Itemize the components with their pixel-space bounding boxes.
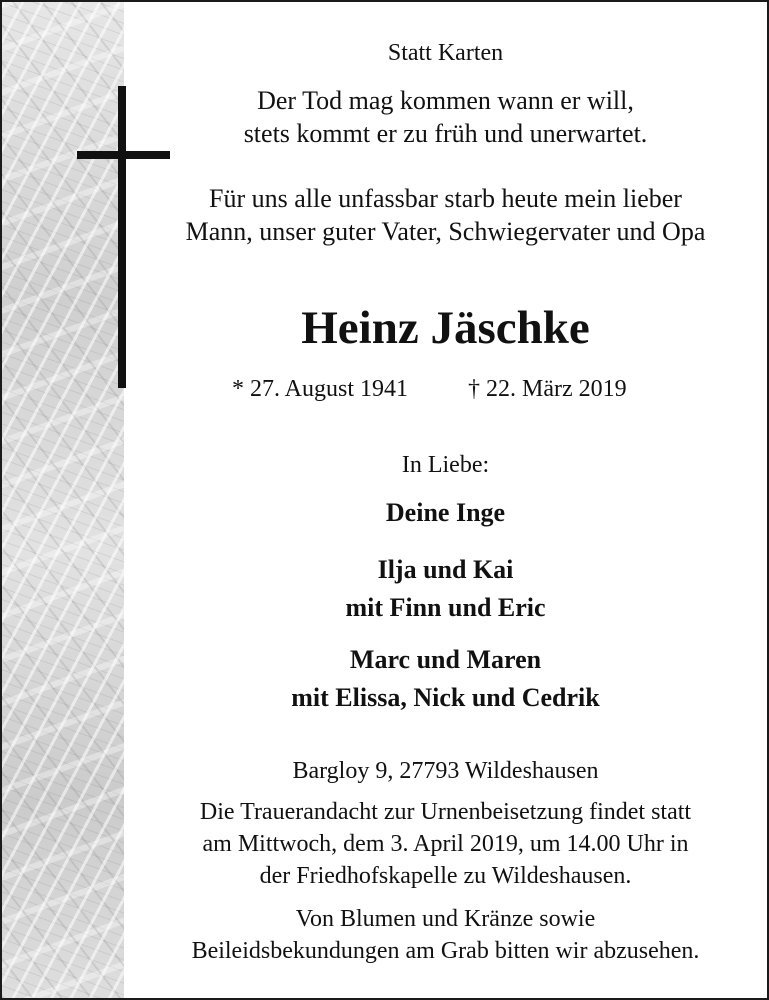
cross-icon-bar	[77, 151, 170, 159]
request-line-2: Beileidsbekundungen am Grab bitten wir abzusehen.	[191, 938, 700, 964]
mourner-family1-line-2: mit Finn und Eric	[345, 593, 546, 622]
death-date: † 22. März 2019	[468, 376, 627, 402]
service-line-2: am Mittwoch, dem 3. April 2019, um 14.00 Uhr in	[202, 831, 689, 857]
announcement-line-2: Mann, unser guter Vater, Schwiegervater und Opa	[185, 217, 706, 246]
announcement-line-1: Für uns alle unfassbar starb heute mein lieber	[209, 184, 682, 213]
deceased-name: Heinz Jäschke	[301, 302, 590, 354]
mourner-wife: Deine Inge	[385, 498, 506, 527]
poem-line-1: Der Tod mag kommen wann er will,	[257, 86, 634, 115]
mourners-intro: In Liebe:	[401, 452, 490, 478]
service-line-1: Die Trauerandacht zur Urnenbeisetzung findet statt	[199, 799, 692, 825]
mourner-family1-line-1: Ilja und Kai	[377, 555, 514, 584]
mourner-family2-line-1: Marc und Maren	[349, 645, 542, 674]
request-line-1: Von Blumen und Kränze sowie	[295, 906, 596, 932]
address: Bargloy 9, 27793 Wildeshausen	[292, 758, 599, 784]
service-line-3: der Friedhofskapelle zu Wildeshausen.	[259, 863, 632, 889]
poem-line-2: stets kommt er zu früh und unerwartet.	[243, 119, 648, 148]
mourner-family2-line-2: mit Elissa, Nick und Cedrik	[291, 683, 600, 712]
statt-karten: Statt Karten	[387, 40, 504, 66]
birth-date: * 27. August 1941	[232, 376, 409, 402]
